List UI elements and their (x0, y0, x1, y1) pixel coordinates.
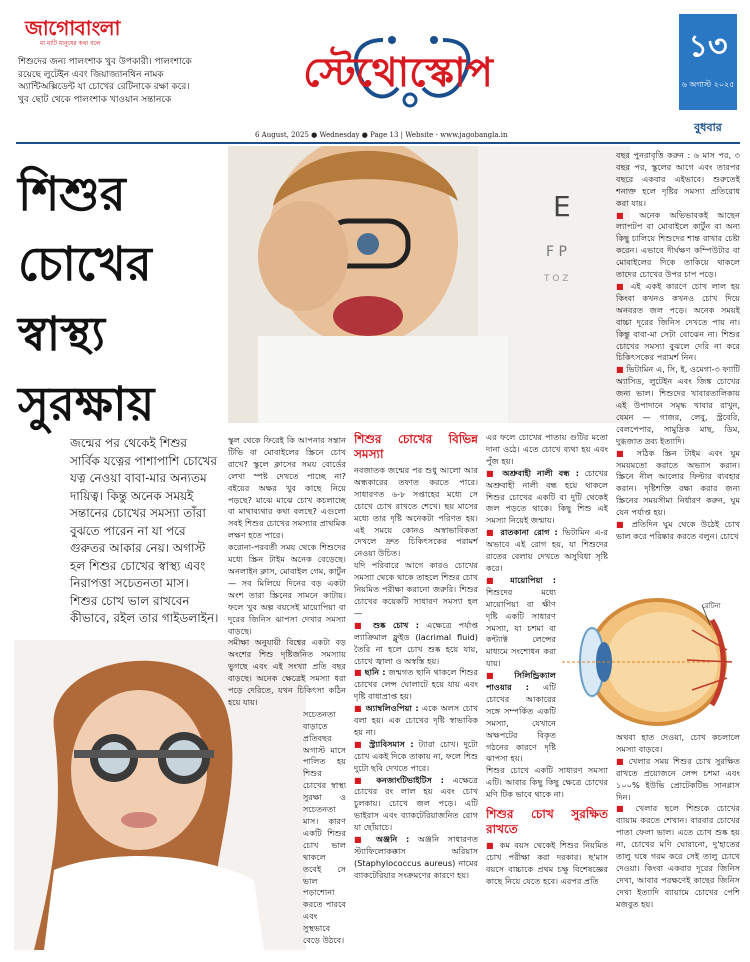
col3-item-cylindrical: ■ সিলিন্ড্রিক্যাল পাওয়ার : এটি চোখের আকারের সঙ্গে সম্পর্কিত একটি সমস্যা, যেখানে অক্ষপটের বিকৃত গঠনের কারণে দৃষ্টি ঝাপসা হয়। (486, 670, 557, 764)
col1-paragraph-3: সমীক্ষা অনুযায়ী বিশ্বের একটা বড় অংশের শিশু দৃষ্টিজনিত সমস্যায় ভুগছে এবং এই সংখ্যা প্রতি বছর বাড়ছে। অনেক ক্ষেত্রেই সমস্যা ধরা পড়ে দেরিতে, যখন চিকিৎসা কঠিন হয়ে যায়। (228, 637, 346, 707)
col4-bullet-7: ■ খেলার ছলে শিশুকে চোখের ব্যায়াম করতে শেখান। বারবার চোখের পাতা ফেলা ভাল। এতে চোখ শুষ্ক হয় না, চোখের মণি ঘোরানো, দু'হাতের তালু ঘষে গরম করে সেই তালু চোখে দেওয়া। কিংবা একবার দূরের জিনিস দেখা, আবার পরক্ষণেই কাছের জিনিস দেখা ইত্যাদি ব্যায়ামে চোখের পেশি মজবুত হয়। (616, 803, 740, 909)
headline-line-4: সুরক্ষায় (18, 377, 155, 432)
col2-paragraph-1: নবজাতক জন্মের পর শুধু আলো আর অন্ধকারের তফাত করতে পারে। সাধারণত ৬-৮ সপ্তাহের মধ্যে সে চোখে চোখ রাখতে শেখে। ছয় মাসের মধ্যে তার দৃষ্টি অনেকটা পরিণত হয়। এই সময়ে কোনও অস্বাভাবিকতা দেখলে দ্রুত চিকিৎসকের পরামর্শ নেওয়া উচিত। (354, 465, 478, 559)
headline (18, 160, 238, 440)
col3-item-myopia: ■ মায়োপিয়া : শিশুদের মধ্যে মায়োপিয়া বা ক্ষীণ দৃষ্টি একটি সাধারণ সমস্যা, যা চশমা বা কন্ট্যাক্ট লেন্সের মাধ্যমে সংশোধন করা যায়। (486, 574, 556, 669)
col2-item-strabismus: ■ স্ট্র্যাবিসমাস : ট্যারা চোখ। দুটো চোখ একই দিকে তাকায় না, ফলে শিশু দুটো ছবি দেখতে পারে। (354, 738, 478, 773)
page-number: ১৩ (688, 29, 728, 64)
col2-item-conjunctivitis: ■ কনজাংটিভাইটিস : এক্ষেত্রে চোখের রং লাল হয় এবং চোখ চুলকায়। চোখে জল পড়ে। এটি ভাইরাস এবং ব্যাকটেরিয়াজনিত রোগ যা ছোঁয়াচে। (354, 774, 478, 833)
svg-text:T O Z: T O Z (544, 274, 569, 284)
headline-line-3: স্বাস্থ্য (18, 307, 105, 362)
teaser-text: শিশুদের জন্য পালংশাক খুব উপকারী। পালংশাকে রয়েছে লুটেইন এবং জিয়াজ্যানথিন নামক অ্যান্টিঅক্সিডেন্ট যা চোখের রেটিনাকে রক্ষা করে। খুব ছোট থেকে পালংশাক খাওয়ান সন্তানকে (18, 57, 192, 105)
col4-bullet-5: ■ প্রতিদিন ঘুম থেকে উঠেই চোখ ভাল করে পরিষ্কার করতে বলুন। চোখে (616, 519, 740, 541)
date-text: ৬ অগাস্ট ২০২৫ (681, 80, 735, 89)
svg-text:E: E (553, 190, 571, 223)
date-box (679, 14, 737, 110)
brand-tagline: মা মাটি মানুষের কথা বলে (40, 40, 101, 47)
dateline: 6 August, 2025 ● Wednesday ● Page 13 | Website - www.jagobangla.in (255, 131, 508, 139)
col4-bullet-2: ■ এই একই কারণে চোখ লাল হয় কিংবা কখনও কখনও চোখ দিয়ে অনবরত জল পড়ে। অনেক সময়ই বাচ্চা দূরের জিনিস দেখতে পায় না। কিন্তু বাবা-মা সেটা বোঝেন না। শিশুর চোখের সমস্যা বুঝলে দেরি না করে চিকিৎসকের পরামর্শ নিন। (616, 280, 740, 363)
article-column-2 (354, 432, 478, 952)
col4-bullet-1: ■ অনেক অভিভাবকই আছেন ল্যাপটপ বা মোবাইলে কার্টুন বা অন্য কিছু চালিয়ে শিশুদের শান্ত রাখার চেষ্টা করেন। এভাবে দীর্ঘক্ষণ কম্পিউটার বা মোবাইলের দিকে তাকিয়ে থাকলে তাদের চোখের উপর চাপ পড়ে। (616, 209, 740, 280)
col4-paragraph-1: বছর পুনরাবৃত্তি করুন : ৬ মাস পর, ৩ বছর পর, স্কুলের আগে এবং তারপর বছরে একবার এইভাবে। শুরুতেই শনাক্ত হলে দৃষ্টির সমস্যা প্রতিরোধ করা যায়। (616, 150, 740, 208)
section-heading-protection: শিশুর চোখ সুরক্ষিত রাখতে (486, 807, 608, 837)
col3-paragraph-1: এর ফলে চোখের পাতায় গুটির মতো দানা ওঠে। এতে চোখে ব্যথা হয় এবং পুঁজ হয়। (486, 432, 608, 466)
col4-bullet-4: ■ সঠিক স্ক্রিন টাইম এবং ঘুম সময়মতো করাতে অভ্যাস করান। স্ক্রিনে নীল আলোর ফিল্টার ব্যবহার করান। দৃষ্টিশক্তি রক্ষা করার জন্য স্ক্রিনের সময়সীমা নির্ধারণ করুন, ঘুম যেন পর্যাপ্ত হয়। (616, 447, 740, 518)
col4-bullet-6: ■ খেলার সময় শিশুর চোখ সুরক্ষিত রাখতে প্রয়োজনে লেন্স চশমা এবং ১০০% ইউভি প্রোটেকটিভ সানগ্লাস দিন। (616, 755, 740, 802)
article-column-4-lower (616, 732, 740, 950)
col3-bullet-1: ■ কম বয়স থেকেই শিশুর নিয়মিত চোখ পরীক্ষা করা দরকার। ছ'মাস বয়সে বাচ্চাকে প্রথম চক্ষু বিশেষজ্ঞের কাছে নিয়ে যেতে হবে। এরপর প্রতি (486, 840, 608, 886)
col2-item-cataract: ■ ছানি : জন্মগত ছানি থাকলে শিশুর চোখের লেন্স ঘোলাটে হয়ে যায় এবং দৃষ্টি বাধাপ্রাপ্ত হয়। (354, 667, 478, 702)
headline-line-1: শিশুর (18, 167, 126, 222)
svg-text:F P: F P (546, 244, 567, 260)
col1-paragraph-4: সচেতনতা বাড়াতে প্রতিবছর অগাস্ট মাসে পালিত হয় শিশুর চোখের স্বাস্থ্য সুরক্ষা ও সচেতনতা মাস। কারণ একটি শিশুর চোখ ভাল থাকলে তবেই সে ভাল পড়াশোনা করতে পারবে এবং সুস্থভাবে বেড়ে উঠবে। (303, 708, 346, 946)
brand-logo: জাগোবাংলা (25, 16, 120, 40)
col2-item-amblyopia: ■ অ্যাম্বলিওপিয়া : একে অলস চোখ বলা হয়। এক চোখের দৃষ্টি স্বাভাবিক হয় না। (354, 703, 478, 737)
article-column-4 (616, 150, 740, 588)
weekday: বুধবার (694, 121, 722, 134)
col4-paragraph-2: অথবা হাত দেওয়া, চোখ কচলালে সমস্যা বাড়বে। (616, 732, 740, 754)
col1-paragraph-1: স্কুল থেকে ফিরেই কি আপনার সন্তান টিভি বা মোবাইলের স্ক্রিনে চোখ রাখে? স্কুলে ক্লাসের সময় বোর্ডের লেখা স্পষ্ট দেখতে পাচ্ছে না? বইয়ের অক্ষর খুব কাছে নিয়ে পড়ছে? মাঝে মাঝে চোখ কচলাচ্ছে বা মাথাব্যথার কথা বলছে? এগুলো সবই শিশুর চোখের সমস্যার প্রাথমিক লক্ষণ হতে পারে। (228, 435, 346, 541)
diagram-label-retina: রেটিনা (702, 602, 721, 610)
article-column-1 (228, 435, 346, 950)
col4-bullet-3: ■ ভিটামিন এ, সি, ই, ওমেগা-৩ ফ্যাটি অ্যাসিড, লুটেইন এবং জিঙ্ক চোখের জন্য ভাল। শিশুদের খাবারতালিকায় এই উপাদানে সমৃদ্ধ খাবার রাখুন, যেমন — গাজর, লেবু, স্ট্রবেরি, বেলপেপার, সামুদ্রিক মাছ, ডিম, দুগ্ধজাত দ্রব্য ইত্যাদি। (616, 364, 740, 446)
masthead-title: স্টেথোস্কোপ (303, 50, 493, 96)
col3-item-duct: ■ অশ্রুবাহী নালী বন্ধ : চোখের অশ্রুবাহী নালী বন্ধ হয়ে থাকলে শিশুর চোখের একটি বা দুটি থেকেই জল পড়তে থাকে। কিছু শিশু এই সমস্যা নিয়েই জন্মায়। (486, 467, 608, 526)
col2-paragraph-2: যদি পরিবারে আগে কারও চোখের সমস্যা থেকে থাকে তাহলে শিশুর চোখ নিয়মিত পরীক্ষা করানো জরুরি। শিশুর চোখের কয়েকটি সাধারণ সমস্যা হল — (354, 560, 478, 618)
boy-eye-test-photo (228, 146, 630, 423)
headline-line-2: চোখের (18, 237, 152, 292)
col2-item-stye: ■ অঞ্জনি : অঞ্জনি সাধারণত স্ট্যাফিলোকক্কাস অরিয়াস (Staphylococcus aureus) নামের ব্যাকটেরিয়ার সংক্রমণের কারণে হয়। (354, 834, 478, 880)
col3-item-night-blindness: ■ রাতকানা রোগ : ভিটামিন এ-র অভাবে এই রোগ হয়, যা শিশুদের রাতের বেলায় দেখতে অসুবিধা সৃষ্টি করে। (486, 527, 608, 573)
section-heading-problems: শিশুর চোখের বিভিন্ন সমস্যা (354, 432, 478, 461)
masthead (208, 28, 588, 113)
intro-text: জন্মের পর থেকেই শিশুর সার্বিক যত্নের পাশাপাশি চোখের যত্ন নেওয়া বাবা-মার অন্যতম দায়িত্ব। কিন্তু অনেক সময়ই সন্তানের চোখের সমস্যা তাঁরা বুঝতে পারেন না যা পরে গুরুতর আকার নেয়। অগাস্ট হল শিশুর চোখের স্বাস্থ্য এবং নিরাপত্তা সচেতনতা মাস। শিশুর চোখ ভাল রাখবেন কীভাবে, রইল তার গাইডলাইন। (70, 436, 219, 625)
col3-paragraph-2: শিশুর চোখে একটি সাধারণ সমস্যা এটি। আবার কিছু কিছু ক্ষেত্রে চোখের মণি টিক ভাবে থাকে না। (486, 765, 608, 800)
col2-item-dry-eye: ■ শুষ্ক চোখ : এক্ষেত্রে পর্যাপ্ত ল্যাক্রিমাল ফ্লুইড (lacrimal fluid) তৈরি না হলে চোখ শুষ্ক হয়ে যায়, চোখে জ্বালা ও অস্বস্তি হয়। (354, 619, 478, 666)
header-rule (16, 142, 740, 144)
col1-paragraph-2: করোনা-পরবর্তী সময় থেকে শিশুদের মধ্যে স্ক্রিন টাইম অনেক বেড়েছে। অনলাইন ক্লাস, মোবাইল গেম, কার্টুন — সব মিলিয়ে দিনের বড় একটা অংশ তারা স্ক্রিনের সামনে কাটায়। ফলে খুব অল্প বয়সেই মায়োপিয়া বা দূরের জিনিস ঝাপসা দেখার সমস্যা বাড়ছে। (228, 542, 346, 636)
